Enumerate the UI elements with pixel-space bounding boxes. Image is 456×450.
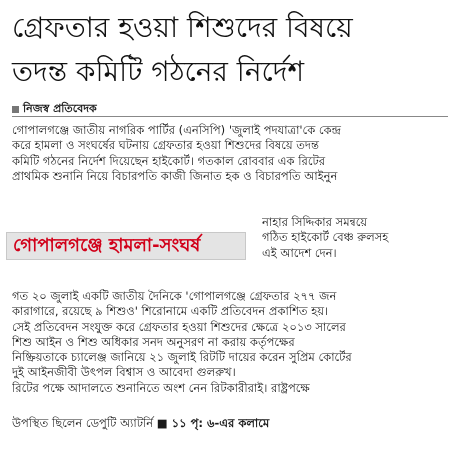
paragraph-2 xyxy=(12,289,448,396)
text-line: গোপালগঞ্জে জাতীয় নাগরিক পার্টির (এনসিপি) 'জুলাই পদযাত্রা'কে কেন্দ্র xyxy=(12,123,341,137)
closing-text: উপস্থিত ছিলেন ডেপুটি অ্যাটর্নি xyxy=(12,416,154,430)
text-line: নিষ্ক্রিয়তাকে চ্যালেঞ্জ জানিয়ে ২১ জুলাই রিটটি দায়ের করেন সুপ্রিম কোর্টের xyxy=(12,350,352,365)
text-line: প্রাথমিক শুনানি নিয়ে বিচারপতি কাজী জিনাত হক ও বিচারপতি আইনুন xyxy=(12,168,338,183)
paragraph-1 xyxy=(12,123,448,184)
headline-line-1: গ্রেফতার হওয়া শিশুদের বিষয়ে xyxy=(12,11,353,44)
text-line: রিটের পক্ষে আদালতে শুনানিতে অংশ নেন রিটকারীরাই। রাষ্ট্রপক্ষে xyxy=(12,380,310,395)
text-line: দুই আইনজীবী উৎপল বিশ্বাস ও আবেদা গুলরুখ। xyxy=(12,365,236,380)
text-line: সেই প্রতিবেদন সংযুক্ত করে গ্রেফতার হওয়া শিশুদের ক্ষেত্রে ২০১৩ সালের xyxy=(12,319,346,334)
divider xyxy=(12,116,448,117)
headline-line-2: তদন্ত কমিটি গঠনের নির্দেশ xyxy=(12,55,305,88)
bullet-square-icon xyxy=(12,106,19,113)
headline xyxy=(12,6,448,94)
byline-text: নিজস্ব প্রতিবেদক xyxy=(23,102,97,115)
text-line: শিশু আইন ও শিশু অধিকার সনদ অনুসরণ না করায় কর্তৃপক্ষের xyxy=(12,334,295,349)
text-line: গত ২০ জুলাই একটি জাতীয় দৈনিকে 'গোপালগঞ্জে গ্রেফতার ২৭৭ জন xyxy=(12,289,337,303)
right-column-text xyxy=(262,215,452,261)
text-line xyxy=(12,416,448,431)
text-line: করে হামলা ও সংঘর্ষের ঘটনায় গ্রেফতার হওয়া শিশুদের বিষয়ে তদন্ত xyxy=(12,138,319,153)
text-line: গঠিত হাইকোর্ট বেঞ্চ রুলসহ xyxy=(262,230,389,245)
text-line: কমিটি গঠনের নির্দেশ দিয়েছেন হাইকোর্ট। গতকাল রোববার এক রিটের xyxy=(12,153,326,168)
section-tag-box xyxy=(6,232,246,260)
text-line: নাহার সিদ্দিকার সমন্বয়ে xyxy=(262,215,368,229)
text-line: এই আদেশ দেন। xyxy=(262,245,337,260)
section-tag-label: গোপালগঞ্জে হামলা-সংঘর্ষ xyxy=(13,234,201,256)
paragraph-3 xyxy=(12,416,448,431)
continuation-marker: ■ ১১ পৃ: ৬-এর কলামে xyxy=(156,416,270,430)
text-line: কারাগারে, রয়েছে ৯ শিশুও' শিরোনামে একটি প্রতিবেদন প্রকাশিত হয়। xyxy=(12,304,329,319)
